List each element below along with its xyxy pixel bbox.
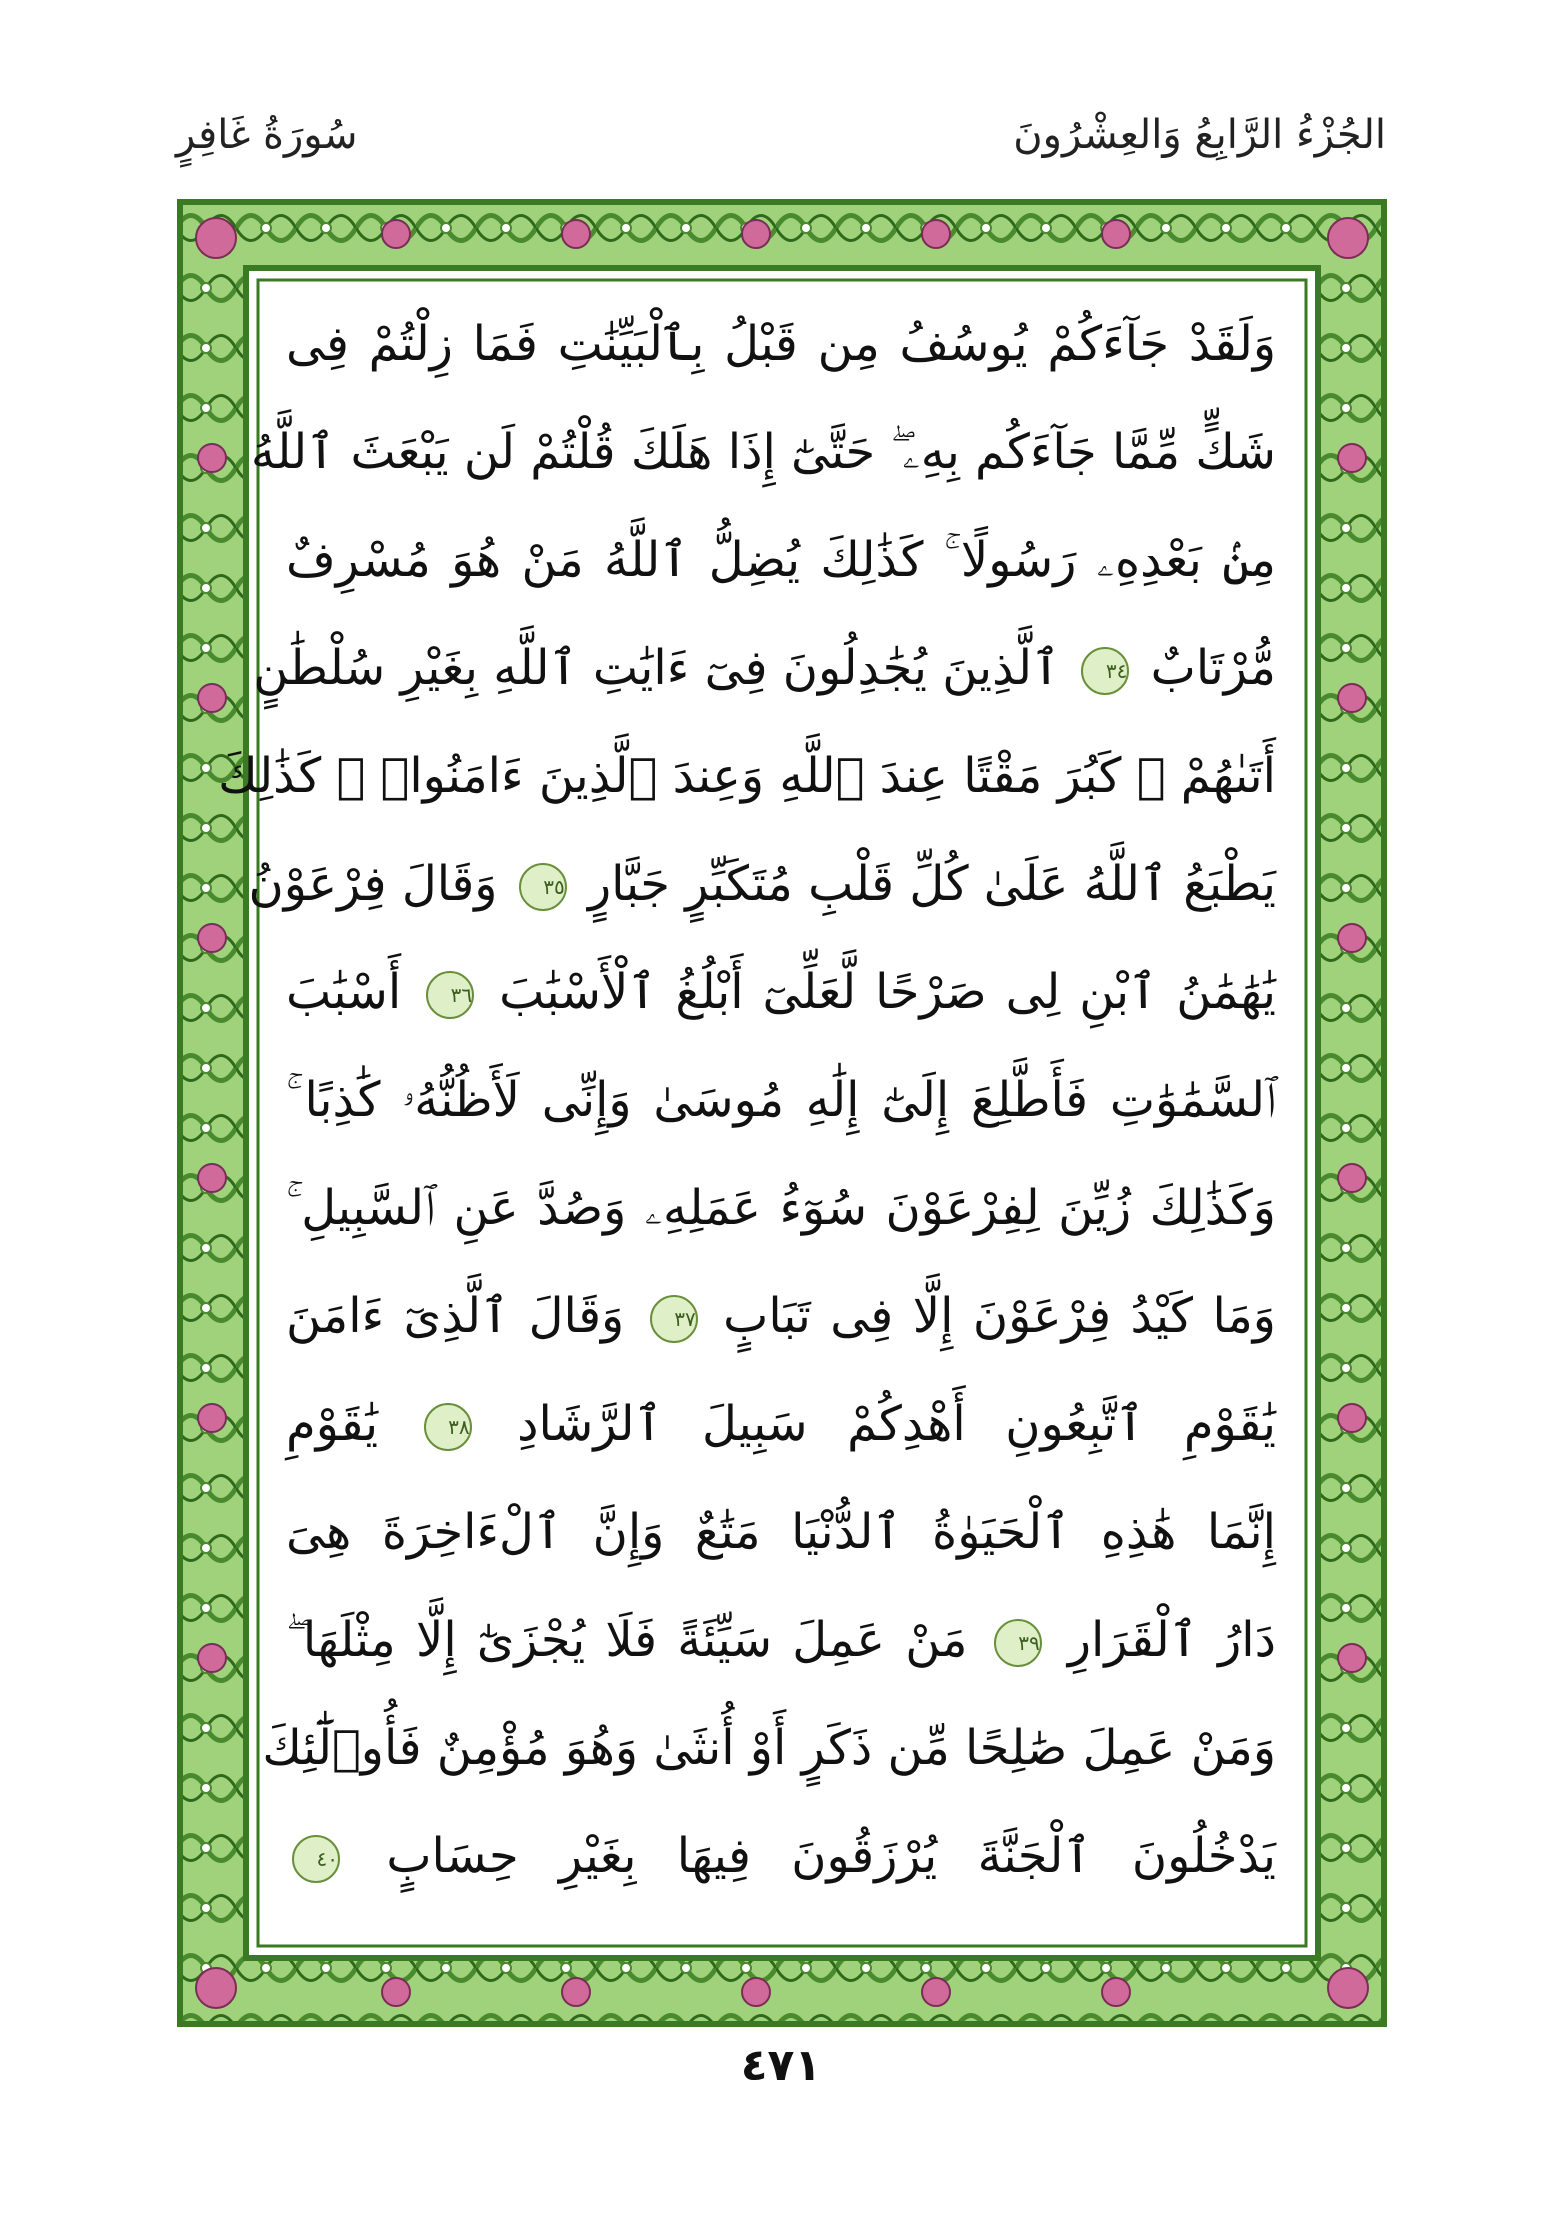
ayah-number-marker: ٣٨ — [424, 1403, 472, 1451]
ayah-number-marker: ٣٩ — [994, 1619, 1042, 1667]
verse-text: وَلَقَدْ جَآءَكُمْ يُوسُفُ مِن قَبْلُ بِٱلْبَيِّنَٰتِ فَمَا زِلْتُمْ فِى — [286, 316, 1276, 372]
verse-text: وَمَا كَيْدُ فِرْعَوْنَ إِلَّا فِى تَبَابٍ — [723, 1288, 1276, 1344]
verse-text: يَطْبَعُ ٱللَّهُ عَلَىٰ كُلِّ قَلْبِ مُتَكَبِّرٍ جَبَّارٍ — [587, 856, 1276, 912]
verse-line — [286, 946, 1276, 1038]
verse-line — [286, 1810, 1276, 1902]
verse-text: مُّرْتَابٌ — [1150, 640, 1276, 696]
verse-line — [286, 1594, 1276, 1686]
verse-text: وَمَنْ عَمِلَ صَٰلِحًا مِّن ذَكَرٍ أَوْ أُنثَىٰ وَهُوَ مُؤْمِنٌ فَأُو۟لَٰٓئِكَ — [262, 1720, 1276, 1776]
page-number: ٤٧١ — [740, 2040, 822, 2091]
ayah-number-marker: ٣٦ — [426, 971, 474, 1019]
verse-text: أَسْبَٰبَ — [286, 964, 402, 1020]
verse-line — [262, 1702, 1276, 1794]
surah-title: سُورَةُ غَافِرٍ — [176, 112, 358, 158]
verse-line — [286, 1378, 1276, 1470]
juz-title: الجُزْءُ الرَّابِعُ وَالعِشْرُونَ — [1013, 112, 1386, 158]
verse-line — [250, 406, 1276, 498]
verse-text: مَنْ عَمِلَ سَيِّئَةً فَلَا يُجْزَىٰٓ إِلَّا مِثْلَهَا ۖ — [286, 1612, 968, 1668]
verse-text: يَٰهَٰمَٰنُ ٱبْنِ لِى صَرْحًا لَّعَلِّىٓ أَبْلُغُ ٱلْأَسْبَٰبَ — [499, 964, 1276, 1020]
verse-line — [253, 622, 1276, 714]
verse-line — [286, 298, 1276, 390]
verse-line — [218, 730, 1276, 822]
page-frame — [176, 198, 1388, 2028]
verse-text: أَتَىٰهُمْ ۖ كَبُرَ مَقْتًا عِندَ ٱللَّهِ وَعِندَ ٱلَّذِينَ ءَامَنُوا۟ ۚ كَذَٰلِكَ — [218, 748, 1276, 804]
verse-text-area — [218, 298, 1296, 1928]
verse-line — [286, 1162, 1276, 1254]
ayah-number-marker: ٣٧ — [650, 1295, 698, 1343]
verse-text: ٱلسَّمَٰوَٰتِ فَأَطَّلِعَ إِلَىٰٓ إِلَٰهِ مُوسَىٰ وَإِنِّى لَأَظُنُّهُۥ كَٰذِبًا ۚ — [286, 1072, 1276, 1128]
verse-text: دَارُ ٱلْقَرَارِ — [1067, 1612, 1276, 1668]
ayah-number-marker: ٣٤ — [1081, 647, 1129, 695]
page-header — [176, 112, 1386, 182]
verse-line — [286, 1270, 1276, 1362]
verse-text: وَقَالَ فِرْعَوْنُ — [248, 856, 498, 912]
verse-line — [248, 838, 1276, 930]
verse-text: إِنَّمَا هَٰذِهِ ٱلْحَيَوٰةُ ٱلدُّنْيَا مَتَٰعٌ وَإِنَّ ٱلْءَاخِرَةَ هِىَ — [286, 1504, 1276, 1560]
verse-line — [286, 1486, 1276, 1578]
ayah-number-marker: ٣٥ — [519, 863, 567, 911]
verse-text: شَكٍّ مِّمَّا جَآءَكُم بِهِۦ ۖ حَتَّىٰٓ إِذَا هَلَكَ قُلْتُمْ لَن يَبْعَثَ ٱللَّهُ — [250, 424, 1276, 480]
verse-text: يَٰقَوْمِ ٱتَّبِعُونِ أَهْدِكُمْ سَبِيلَ ٱلرَّشَادِ — [517, 1396, 1276, 1452]
verse-text: وَقَالَ ٱلَّذِىٓ ءَامَنَ — [286, 1288, 625, 1344]
verse-text: وَكَذَٰلِكَ زُيِّنَ لِفِرْعَوْنَ سُوٓءُ عَمَلِهِۦ وَصُدَّ عَنِ ٱلسَّبِيلِ ۚ — [286, 1180, 1276, 1236]
verse-text: ٱلَّذِينَ يُجَٰدِلُونَ فِىٓ ءَايَٰتِ ٱللَّهِ بِغَيْرِ سُلْطَٰنٍ — [253, 640, 1061, 696]
verse-line — [286, 1054, 1276, 1146]
ayah-number-marker: ٤٠ — [292, 1835, 340, 1883]
verse-line — [286, 514, 1276, 606]
verse-text: يَٰقَوْمِ — [286, 1396, 379, 1452]
verse-text: يَدْخُلُونَ ٱلْجَنَّةَ يُرْزَقُونَ فِيهَا بِغَيْرِ حِسَابٍ — [386, 1828, 1277, 1884]
verse-text: مِنۢ بَعْدِهِۦ رَسُولًا ۚ كَذَٰلِكَ يُضِلُّ ٱللَّهُ مَنْ هُوَ مُسْرِفٌ — [286, 532, 1276, 588]
